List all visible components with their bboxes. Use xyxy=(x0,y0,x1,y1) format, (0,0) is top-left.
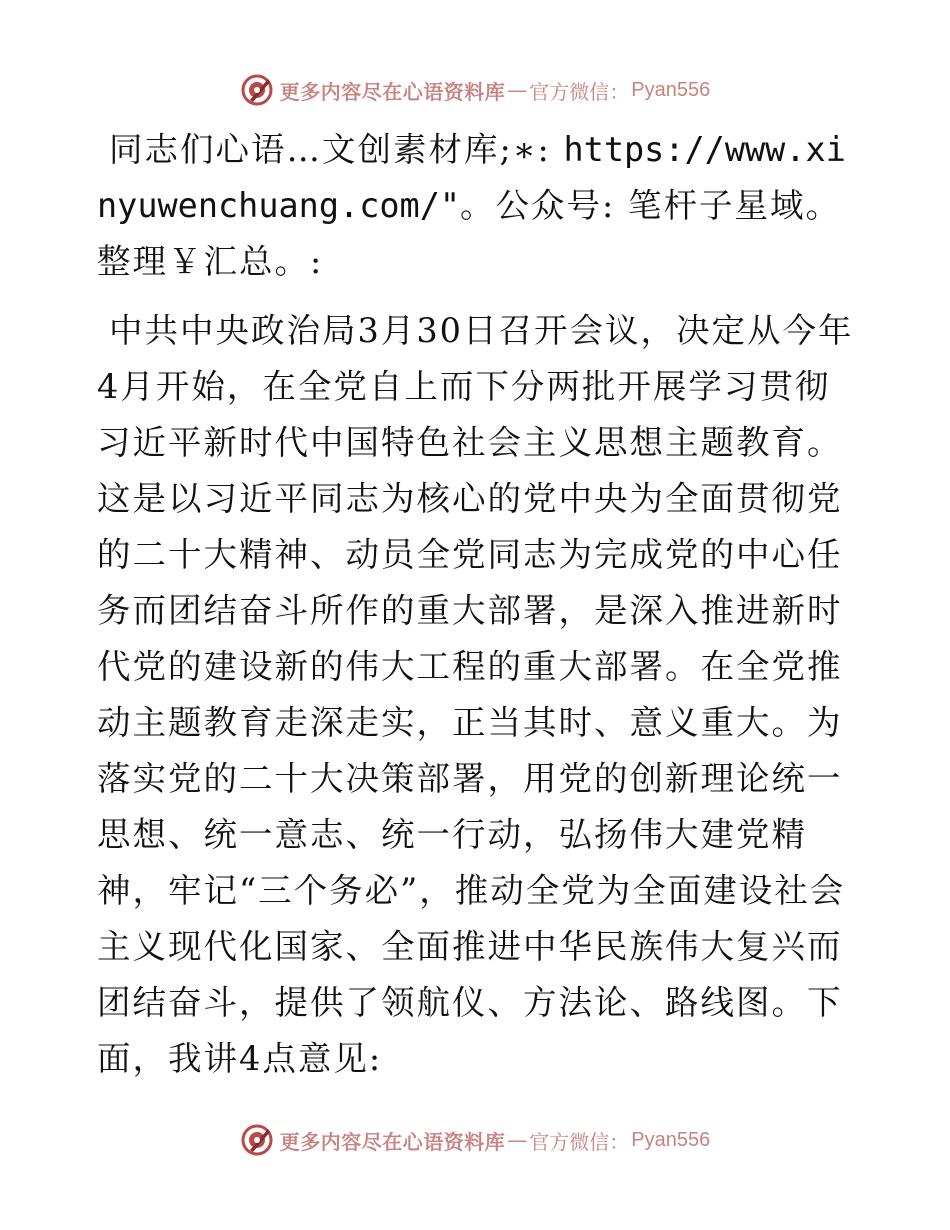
header-wechat-label: 官方微信： xyxy=(529,79,630,104)
footer-wechat-id: Pyan556 xyxy=(631,1128,711,1151)
footer-brand-text: 更多内容尽在心语资料库 xyxy=(279,1129,506,1154)
document-body xyxy=(97,122,857,1087)
footer-dash: — xyxy=(507,1128,528,1152)
pen-logo-icon xyxy=(240,73,274,107)
intro-text-end: 。公众号: 笔杆子星域。整理￥汇总。: xyxy=(97,186,841,281)
header-wechat-id: Pyan556 xyxy=(631,78,711,101)
header-brand-text: 更多内容尽在心语资料库 xyxy=(279,79,506,104)
main-paragraph: 中共中央政治局3月30日召开会议，决定从今年4月开始，在全党自上而下分两批开展学习贯彻习近平新时代中国特色社会主义思想主题教育。这是以习近平同志为核心的党中央为全面贯彻党的二十大精神、动员全党同志为完成党的中心任务而团结奋斗所作的重大部署，是深入推进新时代党的建设新的伟大工程的重大部署。在全党推动主题教育走深走实，正当其时、意义重大。为落实党的二十大决策部署，用党的创新理论统一思想、统一意志、统一行动，弘扬伟大建党精神，牢记“三个务必”，推动全党为全面建设社会主义现代化国家、全面推进中华民族伟大复兴而团结奋斗，提供了领航仪、方法论、路线图。下面，我讲4点意见: xyxy=(97,311,854,1078)
intro-url: https://www.xinyuwenchuang.com/" xyxy=(97,130,846,225)
footer-banner xyxy=(0,1120,950,1160)
header-banner xyxy=(0,70,950,110)
header-dash: — xyxy=(507,78,528,102)
footer-wechat-label: 官方微信： xyxy=(529,1129,630,1154)
intro-text-start: 同志们心语…文创素材库;∗: xyxy=(109,130,564,169)
pen-logo-icon xyxy=(240,1123,274,1157)
intro-paragraph xyxy=(97,122,857,290)
